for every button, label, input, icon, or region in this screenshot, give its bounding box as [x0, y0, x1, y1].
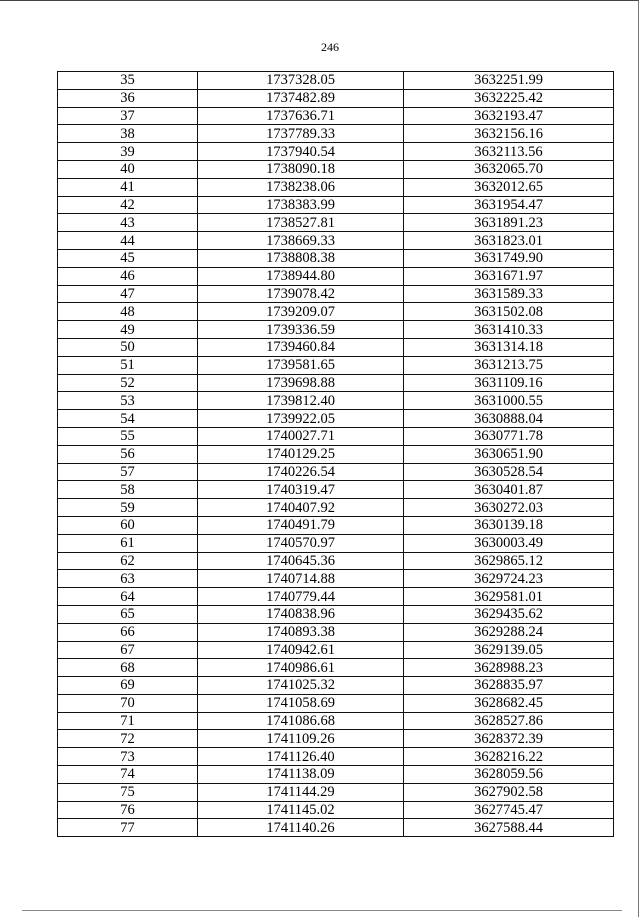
x-coordinate-cell: 1739698.88: [198, 374, 404, 392]
x-coordinate-cell: 1740838.96: [198, 605, 404, 623]
x-coordinate-cell: 1738090.18: [198, 160, 404, 178]
point-number-cell: 52: [58, 374, 198, 392]
y-coordinate-cell: 3631671.97: [404, 267, 614, 285]
point-number-cell: 65: [58, 605, 198, 623]
y-coordinate-cell: 3628372.39: [404, 730, 614, 748]
point-number-cell: 48: [58, 303, 198, 321]
table-row: [58, 125, 614, 143]
table-row: [58, 677, 614, 695]
y-coordinate-cell: 3632012.65: [404, 178, 614, 196]
x-coordinate-cell: 1740027.71: [198, 427, 404, 445]
table-row: [58, 730, 614, 748]
y-coordinate-cell: 3630528.54: [404, 463, 614, 481]
table-row: [58, 712, 614, 730]
y-coordinate-cell: 3631749.90: [404, 249, 614, 267]
x-coordinate-cell: 1738383.99: [198, 196, 404, 214]
x-coordinate-cell: 1739209.07: [198, 303, 404, 321]
coordinates-table-body: [58, 72, 614, 837]
point-number-cell: 53: [58, 392, 198, 410]
x-coordinate-cell: 1737482.89: [198, 89, 404, 107]
table-row: [58, 107, 614, 125]
table-row: [58, 694, 614, 712]
point-number-cell: 63: [58, 570, 198, 588]
table-row: [58, 178, 614, 196]
point-number-cell: 37: [58, 107, 198, 125]
table-row: [58, 801, 614, 819]
y-coordinate-cell: 3629724.23: [404, 570, 614, 588]
point-number-cell: 67: [58, 641, 198, 659]
y-coordinate-cell: 3632113.56: [404, 143, 614, 161]
x-coordinate-cell: 1737636.71: [198, 107, 404, 125]
y-coordinate-cell: 3628682.45: [404, 694, 614, 712]
y-coordinate-cell: 3631891.23: [404, 214, 614, 232]
table-row: [58, 748, 614, 766]
point-number-cell: 60: [58, 516, 198, 534]
y-coordinate-cell: 3631589.33: [404, 285, 614, 303]
point-number-cell: 45: [58, 249, 198, 267]
page-number: 246: [321, 40, 339, 54]
x-coordinate-cell: 1740893.38: [198, 623, 404, 641]
point-number-cell: 46: [58, 267, 198, 285]
y-coordinate-cell: 3629581.01: [404, 588, 614, 606]
x-coordinate-cell: 1740491.79: [198, 516, 404, 534]
x-coordinate-cell: 1740129.25: [198, 445, 404, 463]
point-number-cell: 57: [58, 463, 198, 481]
table-row: [58, 392, 614, 410]
point-number-cell: 75: [58, 783, 198, 801]
point-number-cell: 39: [58, 143, 198, 161]
point-number-cell: 77: [58, 819, 198, 837]
point-number-cell: 73: [58, 748, 198, 766]
table-row: [58, 89, 614, 107]
x-coordinate-cell: 1738238.06: [198, 178, 404, 196]
x-coordinate-cell: 1741025.32: [198, 677, 404, 695]
point-number-cell: 56: [58, 445, 198, 463]
table-row: [58, 516, 614, 534]
table-row: [58, 321, 614, 339]
table-row: [58, 623, 614, 641]
x-coordinate-cell: 1740319.47: [198, 481, 404, 499]
y-coordinate-cell: 3628835.97: [404, 677, 614, 695]
y-coordinate-cell: 3631314.18: [404, 338, 614, 356]
y-coordinate-cell: 3628988.23: [404, 659, 614, 677]
table-row: [58, 659, 614, 677]
y-coordinate-cell: 3632225.42: [404, 89, 614, 107]
y-coordinate-cell: 3630003.49: [404, 534, 614, 552]
table-row: [58, 819, 614, 837]
y-coordinate-cell: 3627902.58: [404, 783, 614, 801]
table-row: [58, 766, 614, 784]
x-coordinate-cell: 1740645.36: [198, 552, 404, 570]
table-row: [58, 445, 614, 463]
point-number-cell: 38: [58, 125, 198, 143]
point-number-cell: 66: [58, 623, 198, 641]
coordinates-table: [57, 71, 614, 837]
x-coordinate-cell: 1740942.61: [198, 641, 404, 659]
table-row: [58, 783, 614, 801]
x-coordinate-cell: 1741138.09: [198, 766, 404, 784]
point-number-cell: 36: [58, 89, 198, 107]
table-row: [58, 463, 614, 481]
table-row: [58, 552, 614, 570]
table-row: [58, 605, 614, 623]
point-number-cell: 71: [58, 712, 198, 730]
y-coordinate-cell: 3631000.55: [404, 392, 614, 410]
point-number-cell: 54: [58, 410, 198, 428]
point-number-cell: 68: [58, 659, 198, 677]
y-coordinate-cell: 3627588.44: [404, 819, 614, 837]
y-coordinate-cell: 3630272.03: [404, 499, 614, 517]
y-coordinate-cell: 3630888.04: [404, 410, 614, 428]
y-coordinate-cell: 3630139.18: [404, 516, 614, 534]
point-number-cell: 59: [58, 499, 198, 517]
y-coordinate-cell: 3631823.01: [404, 232, 614, 250]
point-number-cell: 55: [58, 427, 198, 445]
point-number-cell: 42: [58, 196, 198, 214]
table-row: [58, 427, 614, 445]
point-number-cell: 49: [58, 321, 198, 339]
x-coordinate-cell: 1741058.69: [198, 694, 404, 712]
point-number-cell: 72: [58, 730, 198, 748]
table-row: [58, 374, 614, 392]
table-row: [58, 285, 614, 303]
x-coordinate-cell: 1739812.40: [198, 392, 404, 410]
table-row: [58, 588, 614, 606]
x-coordinate-cell: 1737940.54: [198, 143, 404, 161]
table-row: [58, 196, 614, 214]
table-row: [58, 267, 614, 285]
point-number-cell: 61: [58, 534, 198, 552]
table-row: [58, 534, 614, 552]
y-coordinate-cell: 3632251.99: [404, 72, 614, 90]
x-coordinate-cell: 1739336.59: [198, 321, 404, 339]
y-coordinate-cell: 3632156.16: [404, 125, 614, 143]
table-row: [58, 232, 614, 250]
y-coordinate-cell: 3628527.86: [404, 712, 614, 730]
y-coordinate-cell: 3631410.33: [404, 321, 614, 339]
table-row: [58, 338, 614, 356]
point-number-cell: 74: [58, 766, 198, 784]
y-coordinate-cell: 3629139.05: [404, 641, 614, 659]
point-number-cell: 70: [58, 694, 198, 712]
point-number-cell: 43: [58, 214, 198, 232]
y-coordinate-cell: 3631109.16: [404, 374, 614, 392]
y-coordinate-cell: 3629288.24: [404, 623, 614, 641]
x-coordinate-cell: 1739460.84: [198, 338, 404, 356]
point-number-cell: 40: [58, 160, 198, 178]
x-coordinate-cell: 1741144.29: [198, 783, 404, 801]
x-coordinate-cell: 1740779.44: [198, 588, 404, 606]
point-number-cell: 51: [58, 356, 198, 374]
x-coordinate-cell: 1740226.54: [198, 463, 404, 481]
y-coordinate-cell: 3631502.08: [404, 303, 614, 321]
table-row: [58, 410, 614, 428]
table-row: [58, 481, 614, 499]
x-coordinate-cell: 1738808.38: [198, 249, 404, 267]
point-number-cell: 69: [58, 677, 198, 695]
x-coordinate-cell: 1740714.88: [198, 570, 404, 588]
x-coordinate-cell: 1738669.33: [198, 232, 404, 250]
x-coordinate-cell: 1741109.26: [198, 730, 404, 748]
y-coordinate-cell: 3631213.75: [404, 356, 614, 374]
table-row: [58, 356, 614, 374]
table-row: [58, 249, 614, 267]
table-row: [58, 143, 614, 161]
y-coordinate-cell: 3632065.70: [404, 160, 614, 178]
point-number-cell: 58: [58, 481, 198, 499]
point-number-cell: 76: [58, 801, 198, 819]
point-number-cell: 50: [58, 338, 198, 356]
x-coordinate-cell: 1741140.26: [198, 819, 404, 837]
x-coordinate-cell: 1738944.80: [198, 267, 404, 285]
table-row: [58, 641, 614, 659]
x-coordinate-cell: 1739922.05: [198, 410, 404, 428]
table-row: [58, 570, 614, 588]
y-coordinate-cell: 3629435.62: [404, 605, 614, 623]
point-number-cell: 35: [58, 72, 198, 90]
page-bottom-rule: [22, 910, 622, 911]
point-number-cell: 44: [58, 232, 198, 250]
x-coordinate-cell: 1741145.02: [198, 801, 404, 819]
point-number-cell: 62: [58, 552, 198, 570]
point-number-cell: 64: [58, 588, 198, 606]
table-row: [58, 303, 614, 321]
y-coordinate-cell: 3631954.47: [404, 196, 614, 214]
x-coordinate-cell: 1739581.65: [198, 356, 404, 374]
x-coordinate-cell: 1737328.05: [198, 72, 404, 90]
table-row: [58, 160, 614, 178]
y-coordinate-cell: 3630401.87: [404, 481, 614, 499]
table-row: [58, 499, 614, 517]
x-coordinate-cell: 1738527.81: [198, 214, 404, 232]
x-coordinate-cell: 1741126.40: [198, 748, 404, 766]
x-coordinate-cell: 1741086.68: [198, 712, 404, 730]
point-number-cell: 41: [58, 178, 198, 196]
y-coordinate-cell: 3627745.47: [404, 801, 614, 819]
y-coordinate-cell: 3629865.12: [404, 552, 614, 570]
y-coordinate-cell: 3630771.78: [404, 427, 614, 445]
x-coordinate-cell: 1740407.92: [198, 499, 404, 517]
x-coordinate-cell: 1737789.33: [198, 125, 404, 143]
point-number-cell: 47: [58, 285, 198, 303]
x-coordinate-cell: 1740986.61: [198, 659, 404, 677]
x-coordinate-cell: 1739078.42: [198, 285, 404, 303]
y-coordinate-cell: 3628059.56: [404, 766, 614, 784]
y-coordinate-cell: 3632193.47: [404, 107, 614, 125]
y-coordinate-cell: 3630651.90: [404, 445, 614, 463]
table-row: [58, 214, 614, 232]
x-coordinate-cell: 1740570.97: [198, 534, 404, 552]
table-row: [58, 72, 614, 90]
y-coordinate-cell: 3628216.22: [404, 748, 614, 766]
